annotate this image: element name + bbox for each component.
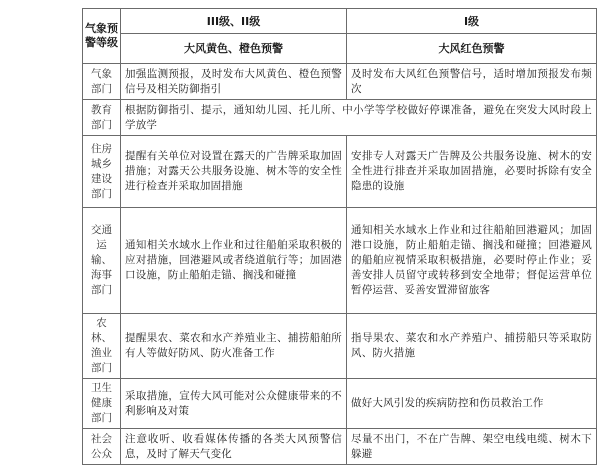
level-1-header: I级 [347, 9, 597, 34]
department-cell: 住房城乡建设部门 [83, 136, 121, 208]
level-3-2-measure: 加强监测预报，及时发布大风黄色、橙色预警信号及相关防御指引 [121, 64, 347, 100]
level-3-2-measure: 提醒果农、菜农和水产养殖业主、捕捞船舶所有人等做好防风、防火准备工作 [121, 314, 347, 379]
table-row [83, 136, 597, 208]
department-cell: 卫生健康部门 [83, 379, 121, 429]
department-cell: 农林、渔业部门 [83, 314, 121, 379]
level-1-measure: 及时发布大风红色预警信号，适时增加预报发布频次 [347, 64, 597, 100]
corner-header: 气象预警等级 [83, 9, 121, 64]
level-3-2-header: III级、II级 [121, 9, 347, 34]
merged-measure: 根据防御指引、提示，通知幼儿园、托儿所、中小学等学校做好停课准备，避免在突发大风时段上学放学 [121, 100, 597, 136]
level-1-measure: 做好大风引发的疾病防控和伤员救治工作 [347, 379, 597, 429]
yellow-orange-signal-header: 大风黄色、橙色预警 [121, 34, 347, 64]
level-1-measure: 尽量不出门，不在广告牌、架空电线电缆、树木下躲避 [347, 429, 597, 465]
table-row [83, 100, 597, 136]
table-row [83, 379, 597, 429]
table-row [83, 429, 597, 465]
department-cell: 社会公众 [83, 429, 121, 465]
level-1-measure: 指导果农、菜农和水产养殖户、捕捞船只等采取防风、防火措施 [347, 314, 597, 379]
level-3-2-measure: 注意收听、收看媒体传播的各类大风预警信息，及时了解天气变化 [121, 429, 347, 465]
level-1-measure: 通知相关水域水上作业和过往船舶回港避风；加固港口设施，防止船舶走锚、搁浅和碰撞；回港避风的船舶应视情采取积极措施，必要时停止作业；妥善安排人员留守或转移到安全地带；督促运营单位暂停运营、妥善安置滞留旅客 [347, 208, 597, 314]
department-cell: 教育部门 [83, 100, 121, 136]
level-3-2-measure: 提醒有关单位对设置在露天的广告牌采取加固措施；对露天公共服务设施、树木等的安全性进行检查并采取加固措施 [121, 136, 347, 208]
level-3-2-measure: 采取措施，宣传大风可能对公众健康带来的不利影响及对策 [121, 379, 347, 429]
department-cell: 交通运输、海事部门 [83, 208, 121, 314]
wind-warning-table [82, 8, 597, 465]
table-row [83, 208, 597, 314]
level-1-measure: 安排专人对露天广告牌及公共服务设施、树木的安全性进行排查并采取加固措施，必要时拆除有安全隐患的设施 [347, 136, 597, 208]
department-cell: 气象部门 [83, 64, 121, 100]
table-row [83, 64, 597, 100]
table-row [83, 314, 597, 379]
warning-measures-document [82, 8, 596, 465]
level-3-2-measure: 通知相关水域水上作业和过往船舶采取积极的应对措施，回港避风或者绕道航行等；加固港口设施，防止船舶走锚、搁浅和碰撞 [121, 208, 347, 314]
red-signal-header: 大风红色预警 [347, 34, 597, 64]
